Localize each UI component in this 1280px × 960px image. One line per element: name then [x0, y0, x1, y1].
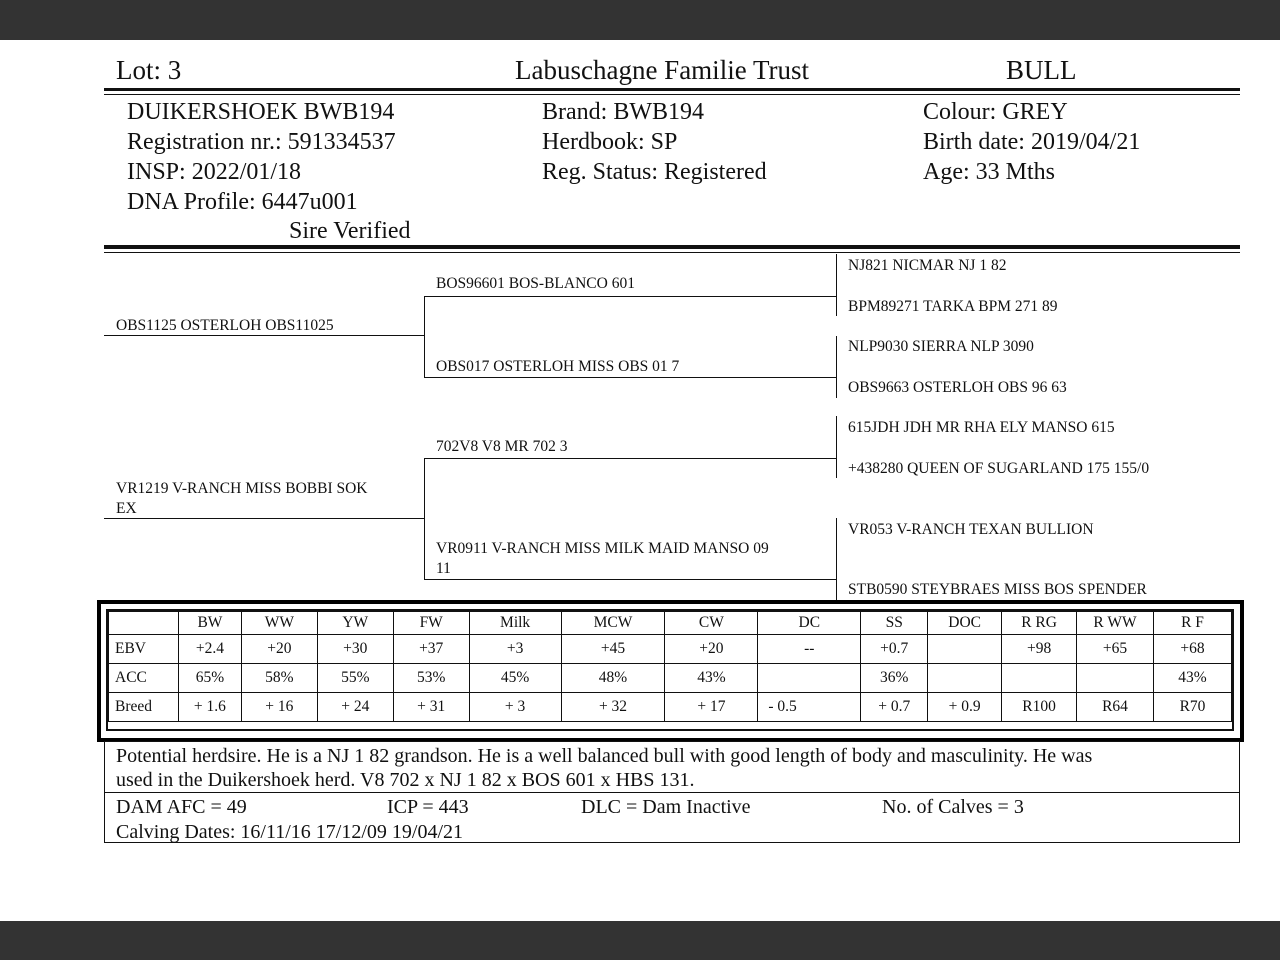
ebv-cell: - 0.5 [758, 693, 861, 722]
sds-name: NLP9030 SIERRA NLP 3090 [848, 338, 1034, 355]
dam-sire-name: 702V8 V8 MR 702 3 [436, 438, 568, 455]
registration-status: Reg. Status: Registered [542, 159, 767, 185]
sire-name: OBS1125 OSTERLOH OBS11025 [116, 317, 334, 334]
calving-dates: Calving Dates: 16/11/16 17/12/09 19/04/21 [116, 821, 464, 843]
comment-line-2: used in the Duikershoek herd. V8 702 x NJ 1 82 x BOS 601 x HBS 131. [116, 769, 695, 791]
dna-profile: DNA Profile: 6447u001 [127, 189, 358, 215]
ebv-cell: + 0.9 [928, 693, 1002, 722]
dsd-name: +438280 QUEEN OF SUGARLAND 175 155/0 [848, 460, 1150, 477]
ebv-row-label: ACC [109, 664, 179, 693]
dd-bracket [836, 518, 837, 600]
sd-line [424, 377, 836, 378]
ebv-cell: + 3 [469, 693, 561, 722]
ebv-cell: 53% [393, 664, 469, 693]
age: Age: 33 Mths [923, 159, 1055, 185]
ebv-cell: 48% [561, 664, 665, 693]
ebv-cell: +2.4 [178, 635, 241, 664]
ebv-cell: 43% [665, 664, 758, 693]
ebv-inner-frame [106, 609, 1234, 731]
lot-number: Lot: 3 [116, 55, 182, 85]
ssd-name: BPM89271 TARKA BPM 271 89 [848, 298, 1058, 315]
viewer-top-bar [0, 0, 1280, 40]
ebv-cell: +37 [393, 635, 469, 664]
dss-name: 615JDH JDH MR RHA ELY MANSO 615 [848, 419, 1115, 436]
ebv-col-header: WW [241, 612, 317, 635]
ebv-cell: +20 [665, 635, 758, 664]
ebv-col-header: SS [861, 612, 928, 635]
sire-line [104, 335, 424, 336]
ebv-cell: R64 [1077, 693, 1154, 722]
ebv-col-header: MCW [561, 612, 665, 635]
ebv-row-label: Breed [109, 693, 179, 722]
animal-name: DUIKERSHOEK BWB194 [127, 99, 395, 125]
ebv-cell: + 17 [665, 693, 758, 722]
ebv-cell: +45 [561, 635, 665, 664]
dam-dam-name-line2: 11 [436, 560, 451, 577]
ss-line [424, 296, 836, 297]
ebv-cell: 45% [469, 664, 561, 693]
number-of-calves: No. of Calves = 3 [882, 796, 1024, 818]
ebv-cell: 65% [178, 664, 241, 693]
ebv-col-header: FW [393, 612, 469, 635]
registration-number: Registration nr.: 591334537 [127, 129, 396, 155]
dds-name: VR053 V-RANCH TEXAN BULLION [848, 521, 1094, 538]
ebv-cell: + 32 [561, 693, 665, 722]
ebv-cell: 43% [1153, 664, 1231, 693]
animal-sex: BULL [1006, 55, 1077, 85]
sdd-name: OBS9663 OSTERLOH OBS 96 63 [848, 379, 1067, 396]
ebv-cell: -- [758, 635, 861, 664]
sire-dam-name: OBS017 OSTERLOH MISS OBS 01 7 [436, 358, 680, 375]
inspection-date: INSP: 2022/01/18 [127, 159, 302, 185]
sd-bracket [836, 336, 837, 398]
ebv-col-header: CW [665, 612, 758, 635]
ss-bracket [836, 254, 837, 316]
header-rule-thin [104, 94, 1240, 95]
ebv-row-label: EBV [109, 635, 179, 664]
ebv-cell: +0.7 [861, 635, 928, 664]
birth-date: Birth date: 2019/04/21 [923, 129, 1141, 155]
owner-name: Labuschagne Familie Trust [515, 55, 809, 85]
ebv-cell: +68 [1153, 635, 1231, 664]
info-rule [104, 245, 1240, 249]
ddd-name: STB0590 STEYBRAES MISS BOS SPENDER [848, 581, 1147, 598]
sire-bracket [424, 296, 425, 378]
ebv-col-header: R WW [1077, 612, 1154, 635]
dam-dam-name-line1: VR0911 V-RANCH MISS MILK MAID MANSO 09 [436, 540, 769, 557]
dd-line [424, 579, 836, 580]
dam-line [104, 518, 424, 519]
ebv-cell: 36% [861, 664, 928, 693]
ebv-col-header: R RG [1002, 612, 1077, 635]
comment-line-1: Potential herdsire. He is a NJ 1 82 grandson. He is a well balanced bull with good length of body and masculinity. He was [116, 745, 1093, 767]
ebv-cell: +98 [1002, 635, 1077, 664]
ebv-col-header: YW [317, 612, 393, 635]
ebv-cell: +65 [1077, 635, 1154, 664]
ebv-cell: + 0.7 [861, 693, 928, 722]
dlc: DLC = Dam Inactive [581, 796, 751, 818]
herdbook: Herdbook: SP [542, 129, 678, 155]
sire-sire-name: BOS96601 BOS-BLANCO 601 [436, 275, 635, 292]
ebv-cell: + 31 [393, 693, 469, 722]
ebv-cell: 55% [317, 664, 393, 693]
ebv-cell: R100 [1002, 693, 1077, 722]
ebv-cell: 58% [241, 664, 317, 693]
ebv-cell: + 1.6 [178, 693, 241, 722]
header-rule [104, 88, 1240, 91]
info-rule-thin [104, 252, 1240, 253]
icp: ICP = 443 [387, 796, 469, 818]
sss-name: NJ821 NICMAR NJ 1 82 [848, 257, 1007, 274]
ebv-col-header: BW [178, 612, 241, 635]
ebv-col-header: DOC [928, 612, 1002, 635]
ebv-cell: R70 [1153, 693, 1231, 722]
colour: Colour: GREY [923, 99, 1068, 125]
comment-divider [104, 792, 1240, 793]
ds-line [424, 458, 836, 459]
ebv-col-header: Milk [469, 612, 561, 635]
sire-verified: Sire Verified [289, 218, 411, 244]
ebv-cell: +3 [469, 635, 561, 664]
ebv-cell: +30 [317, 635, 393, 664]
ebv-cell: + 16 [241, 693, 317, 722]
ebv-col-header: DC [758, 612, 861, 635]
ebv-cell: + 24 [317, 693, 393, 722]
ds-bracket [836, 416, 837, 478]
dam-afc: DAM AFC = 49 [116, 796, 247, 818]
brand: Brand: BWB194 [542, 99, 704, 125]
ebv-col-header: R F [1153, 612, 1231, 635]
viewer-bottom-bar [0, 921, 1280, 960]
ebv-cell: +20 [241, 635, 317, 664]
dam-name-line1: VR1219 V-RANCH MISS BOBBI SOK [116, 480, 368, 497]
dam-bracket [424, 458, 425, 580]
dam-name-line2: EX [116, 500, 137, 517]
